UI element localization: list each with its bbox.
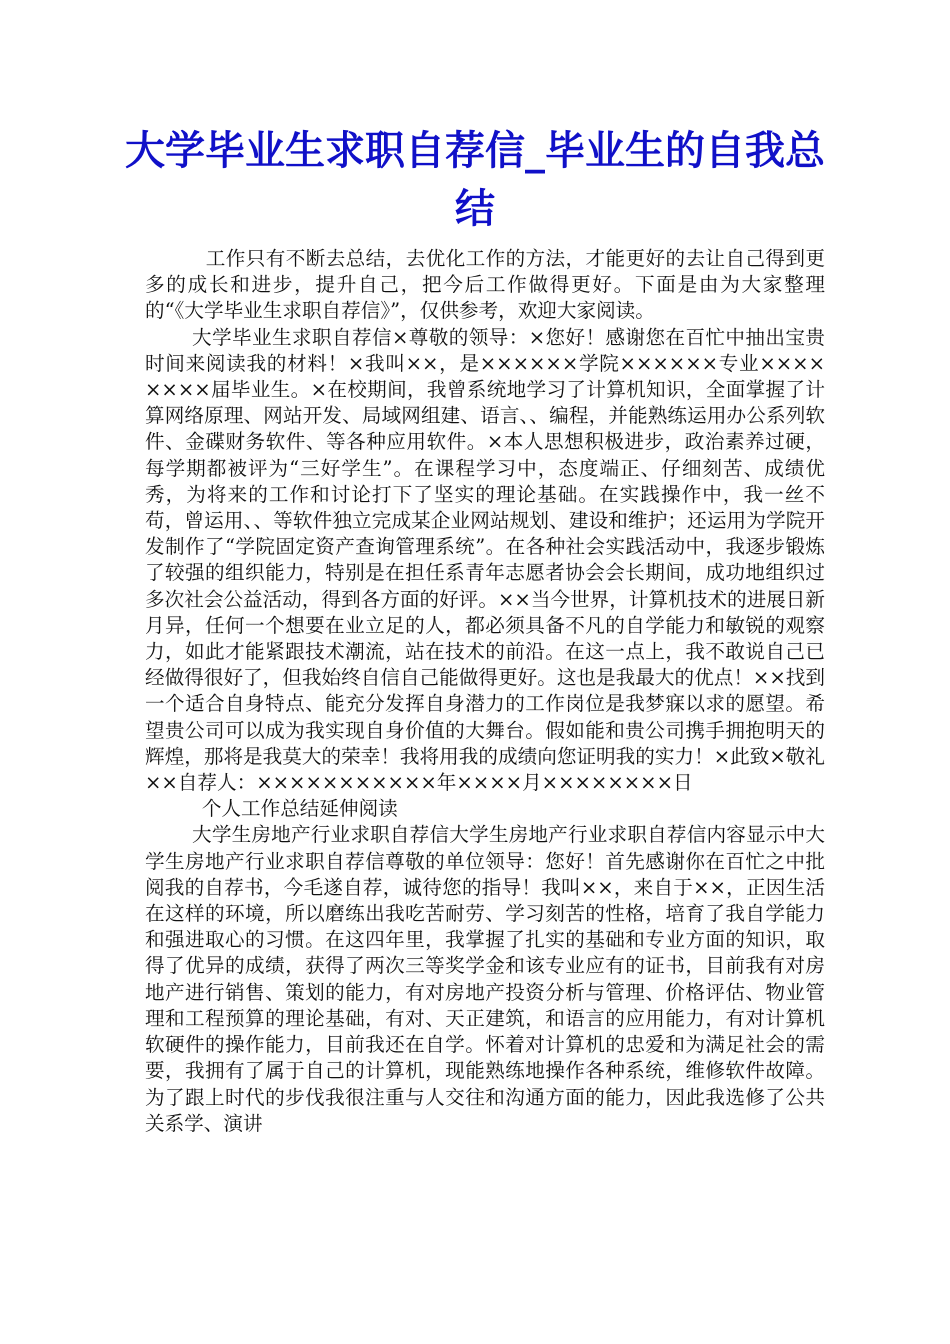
cover-letter-paragraph: 大学毕业生求职自荐信×尊敬的领导：×您好！感谢您在百忙中抽出宝贵时间来阅读我的材料！×我叫××，是××××××学院××××××专业××××××××届毕业生。×在校期间，我曾系统地学习了计算机知识，全面掌握了计算网络原理、网站开发、局域网组建、语言、、编程，并能熟练运用办公系列软件、金碟财务软件、等各种应用软件。×本人思想积极进步，政治素养过硬，每学期都被评为“三好学生”。在课程学习中，态度端正、仔细刻苦、成绩优秀，为将来的工作和讨论打下了坚实的理论基础。在实践操作中，我一丝不苟，曾运用、、等软件独立完成某企业网站规划、建设和维护；还运用为学院开发制作了“学院固定资产查询管理系统”。在各种社会实践活动中，我逐步锻炼了较强的组织能力，特别是在担任系青年志愿者协会会长期间，成功地组织过多次社会公益活动，得到各方面的好评。××当今世界，计算机技术的进展日新月异，任何一个想要在业立足的人，都必须具备不凡的自学能力和敏锐的观察力，如此才能紧跟技术潮流，站在技术的前沿。在这一点上，我不敢说自己已经做得很好了，但我始终自信自己能做得更好。这也是我最大的优点！××找到一个适合自身特点、能充分发挥自身潜力的工作岗位是我梦寐以求的愿望。希望贵公司可以成为我实现自身价值的大舞台。假如能和贵公司携手拥抱明天的辉煌，那将是我莫大的荣幸！我将用我的成绩向您证明我的实力！×此致×敬礼××自荐人：×××××××××××年××××月××××××××日 <box>145 325 825 795</box>
section-heading: 个人工作总结延伸阅读 <box>201 797 398 821</box>
intro-paragraph: 工作只有不断去总结，去优化工作的方法，才能更好的去让自己得到更多的成长和进步，提升自己，把今后工作做得更好。下面是由为大家整理的“《大学毕业生求职自荐信》”，仅供参考，欢迎大家阅读。 <box>145 247 825 323</box>
document-body <box>145 246 825 1137</box>
real-estate-letter-paragraph: 大学生房地产行业求职自荐信大学生房地产行业求职自荐信内容显示中大学生房地产行业求职自荐信尊敬的单位领导：您好！首先感谢你在百忙之中批阅我的自荐书，今毛遂自荐，诚待您的指导！我叫××，来自于××，正因生活在这样的环境，所以磨练出我吃苦耐劳、学习刻苦的性格，培育了我自学能力和强进取心的习惯。在这四年里，我掌握了扎实的基础和专业方面的知识，取得了优异的成绩，获得了两次三等奖学金和该专业应有的证书，目前我有对房地产进行销售、策划的能力，有对房地产投资分析与管理、价格评估、物业管理和工程预算的理论基础，有对、天正建筑，和语言的应用能力，有对计算机软硬件的操作能力，目前我还在自学。怀着对计算机的忠爱和为满足社会的需要，我拥有了属于自己的计算机，现能熟练地操作各种系统，维修软件故障。为了跟上时代的步伐我很注重与人交往和沟通方面的能力，因此我选修了公共关系学、演讲 <box>145 823 825 1135</box>
document-title: 大学毕业生求职自荐信_毕业生的自我总结 <box>125 127 825 232</box>
